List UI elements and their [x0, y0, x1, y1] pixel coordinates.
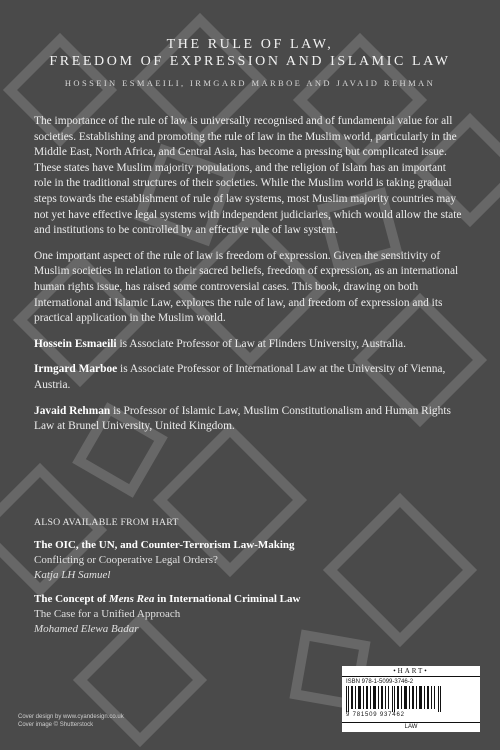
- also-available-heading: ALSO AVAILABLE FROM HART: [34, 517, 179, 528]
- category-label: LAW: [342, 722, 480, 732]
- author-bio-text: is Professor of Islamic Law, Muslim Constitutionalism and Human Rights Law at Brunel University, United Kingdom.: [34, 404, 451, 433]
- barcode-panel: [342, 666, 480, 732]
- book-title-line-1: THE RULE OF LAW,: [166, 37, 334, 52]
- related-book-title-part: in International Criminal Law: [154, 593, 301, 605]
- book-title-line-2: FREEDOM OF EXPRESSION AND ISLAMIC LAW: [49, 54, 451, 69]
- author-bio-3: [34, 404, 466, 435]
- related-book: [34, 592, 354, 637]
- book-authors: HOSSEIN ESMAEILI, IRMGARD MARBOE AND JAVAID REHMAN: [64, 78, 436, 88]
- also-available-section: [34, 517, 354, 646]
- related-book-author: Mohamed Elewa Badar: [34, 623, 139, 635]
- cover-header: [0, 36, 500, 88]
- cover-image-credit: Cover image © Shutterstock: [18, 722, 94, 728]
- author-bio-text: is Associate Professor of International Law at the University of Vienna, Austria.: [34, 363, 446, 391]
- related-book-subtitle: Conflicting or Cooperative Legal Orders?: [34, 554, 218, 566]
- author-bio-1: [34, 337, 466, 353]
- blurb: [34, 114, 466, 445]
- author-name: Irmgard Marboe: [34, 363, 118, 376]
- author-name: Javaid Rehman: [34, 404, 111, 417]
- related-book-title-part: The Concept of: [34, 593, 109, 605]
- publisher-logo: •HART•: [342, 666, 480, 677]
- cover-credits: [18, 713, 124, 729]
- related-book-title-italic: Mens Rea: [108, 593, 155, 605]
- blurb-paragraph-1: The importance of the rule of law is universally recognised and of fundamental value for all societies. Establishing and promoting the rule of law in the Muslim world, particularly in the Middle East, North Africa, and Central Asia, has become a pressing but complicated issue. These states have Muslim majority populations, and the religion of Islam has an important role in the traditional structures of their societies. While the Muslim world is taking gradual steps towards the establishment of rule of law systems, most Muslim majority countries may not yet have effective legal systems with independent judiciaries, which would allow the state and institutions to be controlled by an effective rule of law system.: [34, 115, 462, 237]
- barcode-icon: [346, 686, 442, 712]
- isbn-text: ISBN 978-1-5099-3746-2: [346, 679, 414, 685]
- related-book: [34, 538, 354, 583]
- related-book-title: The OIC, the UN, and Counter-Terrorism Law-Making: [34, 539, 295, 551]
- related-book-title: [34, 592, 354, 607]
- blurb-paragraph-2: One important aspect of the rule of law is freedom of expression. Given the sensitivity of Muslim societies in relation to their sacred beliefs, freedom of expression, as an international human rights issue, has raised some controversial cases. This book, drawing on both International and Islamic Law, explores the rule of law, and freedom of expression and its practical application in the Muslim world.: [34, 249, 459, 325]
- related-book-subtitle: The Case for a Unified Approach: [34, 608, 181, 620]
- author-name: Hossein Esmaeili: [34, 337, 117, 350]
- related-book-author: Katja LH Samuel: [34, 569, 111, 581]
- barcode-digits: 9 781509 937462: [346, 712, 405, 718]
- author-bio-2: [34, 362, 466, 393]
- author-bio-text: is Associate Professor of Law at Flinders University, Australia.: [116, 337, 406, 350]
- cover-design-credit: Cover design by www.cyandesign.co.uk: [18, 714, 124, 720]
